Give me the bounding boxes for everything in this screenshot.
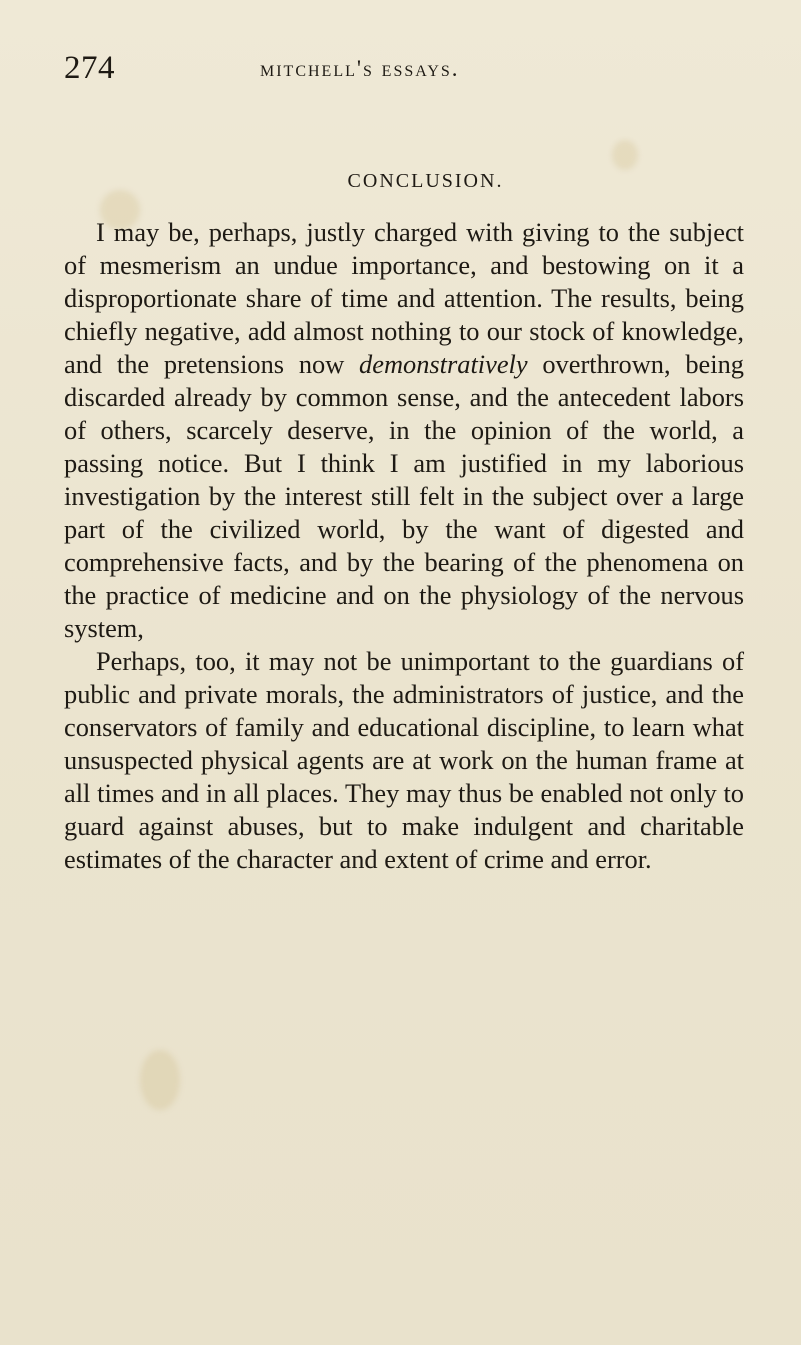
body-text <box>64 216 744 876</box>
paragraph-1 <box>64 216 744 645</box>
page-number: 274 <box>64 50 115 86</box>
paragraph-2: Perhaps, too, it may not be unimportant to the guardians of public and private morals, the administrators of justice, and the conservators of family and educational discipline, to learn what unsuspected physical agents are at work on the human frame at all times and in all places. They may thus be enabled not only to guard against abuses, but to make indulgent and charitable estimates of the character and extent of crime and error. <box>64 646 744 874</box>
paragraph-1-emphasis: demonstratively <box>359 349 528 379</box>
paragraph-1-text-a: I may be, perhaps, justly charged with giving to the subject of mesmerism an undue importance, and bestowing on it a disproportionate share of time and attention. The results, being chiefly negative, add almost nothing to our stock of knowledge, and the pretensions now <box>64 217 744 379</box>
section-title: CONCLUSION. <box>347 170 504 192</box>
running-title: mitchell's essays. <box>260 56 460 81</box>
paragraph-1-text-b: overthrown, being discarded already by common sense, and the antecedent labors of others, scarcely deserve, in the opinion of the world, a passing notice. But I think I am justified in my laborious investigation by the interest still felt in the subject over a large part of the civilized world, by the want of digested and comprehensive facts, and by the bearing of the phenomena on the practice of medicine and on the physiology of the nervous system, <box>64 349 744 643</box>
foxing-spot <box>612 140 638 170</box>
foxing-spot <box>140 1050 180 1110</box>
page-header <box>50 48 750 88</box>
